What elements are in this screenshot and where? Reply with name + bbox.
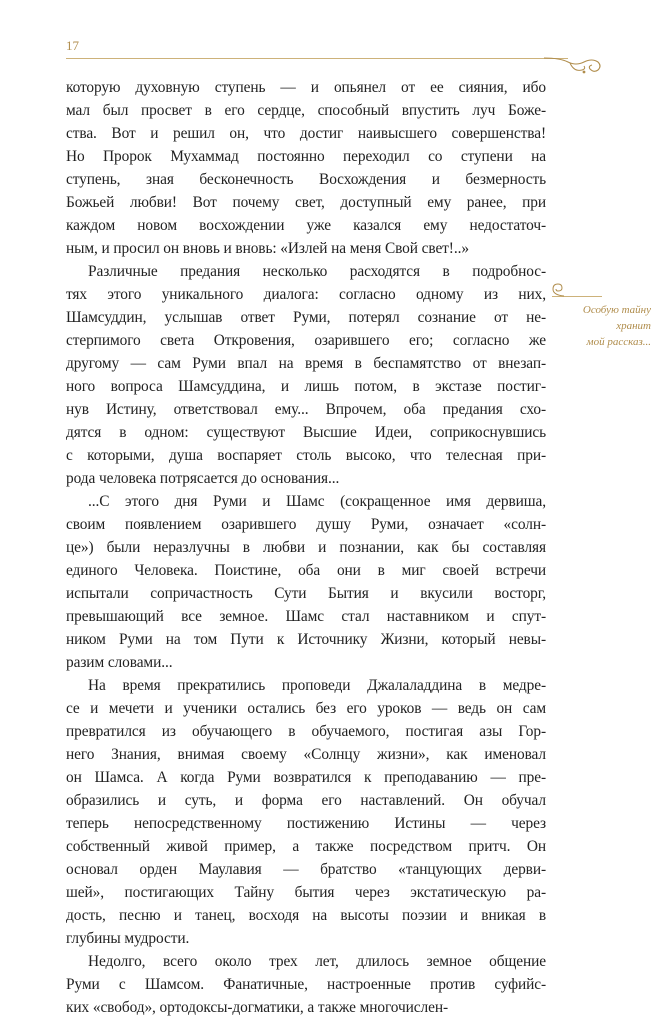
text-line: це») были неразлучны в любви и познании, как бы составляя <box>66 539 546 556</box>
margin-note-line: хранит <box>616 320 651 332</box>
text-line: ным, и просил он вновь и вновь: «Излей на меня Свой свет!..» <box>66 240 469 257</box>
header-rule <box>66 58 568 59</box>
text-line: образились и суть, и форма его наставлений. Он обучал <box>66 792 546 809</box>
text-line: теперь непосредственному постижению Истины — через <box>66 815 546 832</box>
text-line: превышающий все земное. Шамс стал наставником и спут- <box>66 608 546 625</box>
margin-note-line: Особую тайну <box>582 304 651 316</box>
text-line: Различные предания несколько расходятся в подробнос- <box>88 263 546 280</box>
text-line: нув Истину, ответствовал ему... Впрочем, оба предания схо- <box>66 401 546 418</box>
text-line: дятся в одном: существуют Высшие Идеи, соприкоснувшись <box>66 424 546 441</box>
text-line: ником Руми на том Пути к Источнику Жизни, который невы- <box>66 631 546 648</box>
paragraph <box>66 76 546 260</box>
text-line: ного вопроса Шамсуддина, и лишь потом, в экстазе постиг- <box>66 378 546 395</box>
paragraph <box>66 950 546 1019</box>
text-line: ...С этого дня Руми и Шамс (сокращенное имя дервиша, <box>88 493 546 510</box>
margin-note-line: мой рассказ... <box>586 336 651 348</box>
text-line: с которыми, душа воспаряет столь высоко, что телесная при- <box>66 447 546 464</box>
margin-note <box>556 302 651 350</box>
flourish-ornament-icon <box>540 50 608 78</box>
text-line: На время прекратились проповеди Джалаладдина в медре- <box>88 677 546 694</box>
text-line: глубины мудрости. <box>66 930 190 947</box>
text-line: единого Человека. Поистине, оба они в миг своей встречи <box>66 562 546 579</box>
text-line: мал был просвет в его сердце, способный впустить луч Боже- <box>66 102 546 119</box>
text-line: которую духовную ступень — и опьянел от ее сияния, ибо <box>66 79 546 96</box>
text-line: ких «свобод», ортодоксы-догматики, а также многочислен- <box>66 999 448 1016</box>
text-line: превратился из обучающего в обучаемого, постигая азы Гор- <box>66 723 546 740</box>
text-line: Недолго, всего около трех лет, длилось земное общение <box>88 953 546 970</box>
paragraph <box>66 490 546 674</box>
text-line: рода человека потрясается до основания... <box>66 470 340 487</box>
text-line: основал орден Маулавия — братство «танцующих дерви- <box>66 861 546 878</box>
text-line: разим словами... <box>66 654 173 671</box>
text-line: ства. Вот и решил он, что достиг наивысшего совершенства! <box>66 125 546 142</box>
text-line: шей», постигающих Тайну бытия через экстатическую ра- <box>66 884 546 901</box>
paragraph <box>66 260 546 490</box>
text-line: Божьей любви! Вот почему свет, доступный ему ранее, при <box>66 194 546 211</box>
text-line: Руми с Шамсом. Фанатичные, настроенные против суфийс- <box>66 976 546 993</box>
text-line: своим появлением озарившего душу Руми, означает «солн- <box>66 516 546 533</box>
text-line: каждом новом восхождении уже казался ему недостаточ- <box>66 217 546 234</box>
side-flourish-icon <box>549 281 567 297</box>
text-line: него Знания, внимая своему «Солнцу жизни», как именовал <box>66 746 546 763</box>
text-line: собственный живой пример, а также посредством притч. Он <box>66 838 546 855</box>
text-line: испытали сопричастность Сути Бытия и вкусили восторг, <box>66 585 546 602</box>
text-line: Но Пророк Мухаммад постоянно переходил со ступени на <box>66 148 546 165</box>
text-line: ступень, зная бесконечность Восхождения и безмерность <box>66 171 546 188</box>
page-number: 17 <box>66 38 79 53</box>
text-line: Шамсуддин, услышав ответ Руми, потерял сознание от не- <box>66 309 546 326</box>
text-line: се и мечети и ученики остались без его уроков — ведь он сам <box>66 700 546 717</box>
paragraph <box>66 674 546 950</box>
text-line: он Шамса. А когда Руми возвратился к преподаванию — пре- <box>66 769 546 786</box>
text-line: другому — сам Руми впал на время в беспамятство от внезап- <box>66 355 546 372</box>
text-line: стерпимого света Откровения, озарившего его; согласно же <box>66 332 546 349</box>
text-line: тях этого уникального диалога: согласно одному из них, <box>66 286 546 303</box>
text-line: дость, песню и танец, восходя на высоты поэзии и вникая в <box>66 907 546 924</box>
body-text <box>66 76 546 1019</box>
